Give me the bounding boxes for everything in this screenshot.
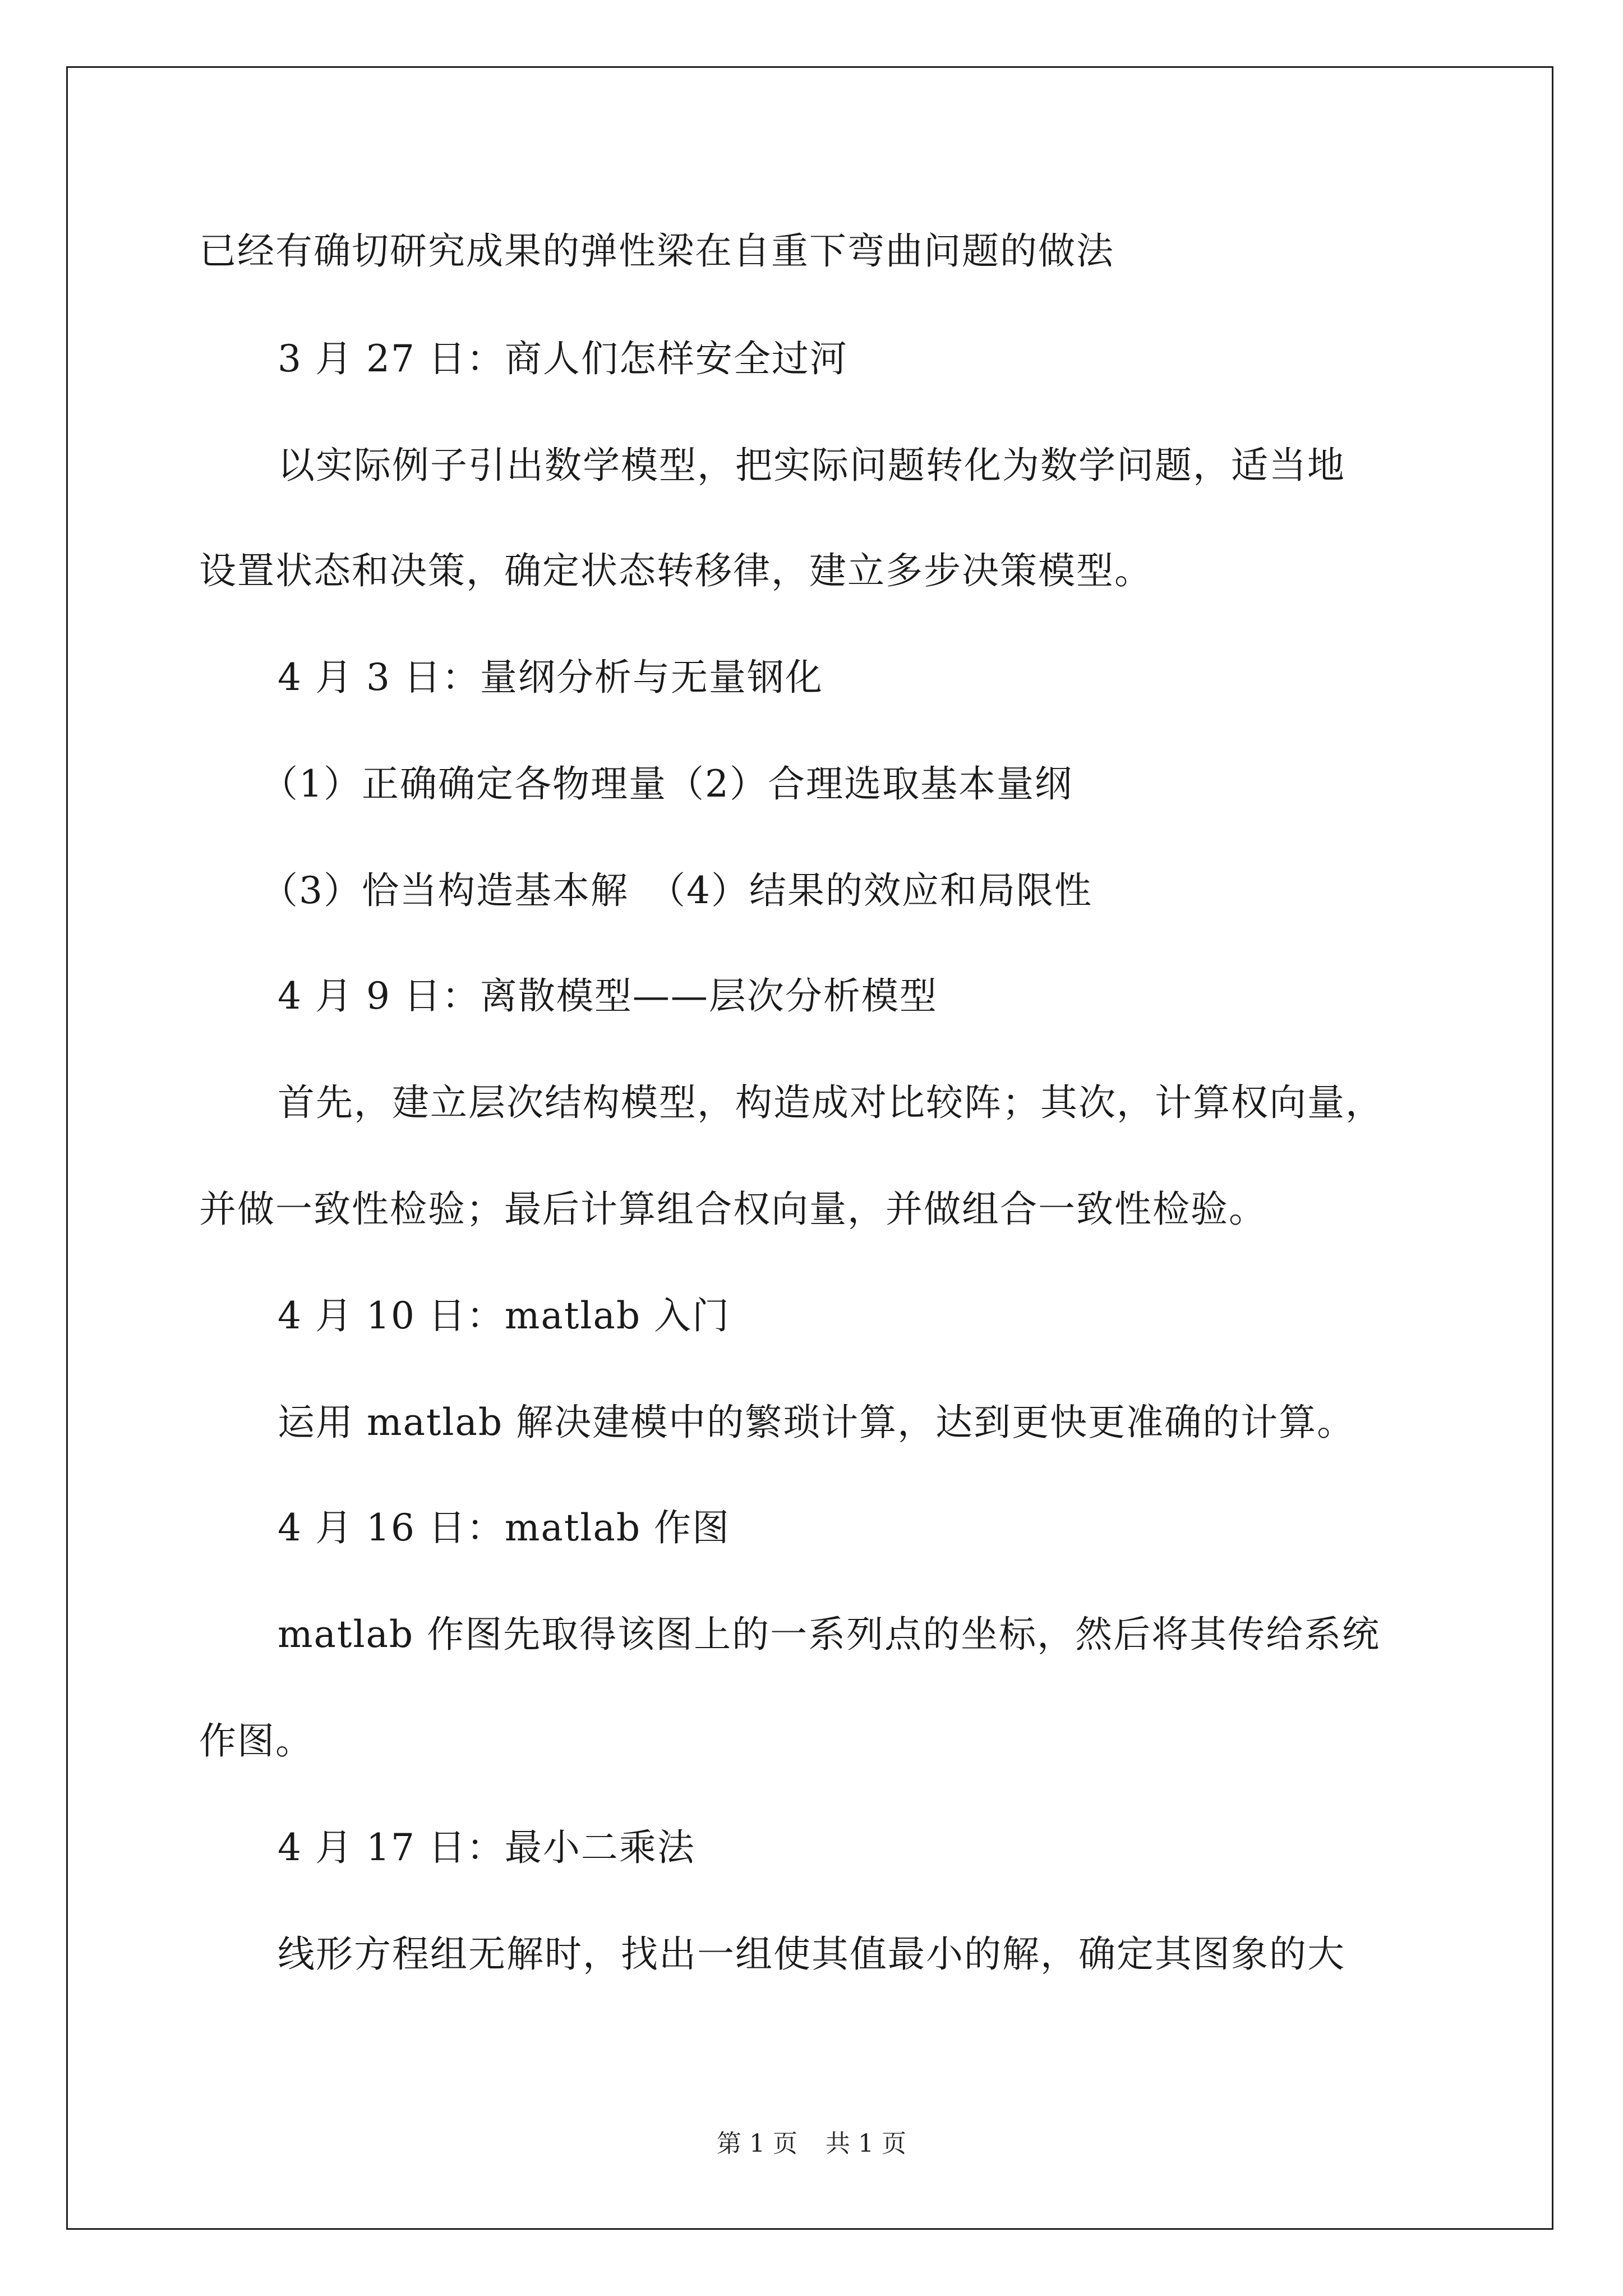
page-footer — [0, 2129, 1623, 2158]
section-heading: 4 月 17 日：最小二乘法 — [278, 1826, 695, 1869]
page-border — [66, 66, 1553, 2230]
text-line: （3）恰当构造基本解 （4）结果的效应和局限性 — [261, 869, 1092, 912]
text-line: matlab 作图先取得该图上的一系列点的坐标，然后将其传给系统 — [278, 1613, 1381, 1656]
text-line: 首先，建立层次结构模型，构造成对比较阵；其次，计算权向量， — [278, 1081, 1384, 1124]
section-heading: 4 月 9 日：离散模型——层次分析模型 — [278, 974, 938, 1018]
text-line: 作图。 — [199, 1719, 313, 1763]
text-line: 运用 matlab 解决建模中的繁琐计算，达到更快更准确的计算。 — [278, 1401, 1355, 1444]
text-line: （1）正确确定各物理量（2）合理选取基本量纲 — [261, 762, 1073, 806]
section-heading: 4 月 3 日：量纲分析与无量钢化 — [278, 656, 823, 699]
page-total: 共 1 页 — [826, 2129, 906, 2158]
section-heading: 4 月 16 日：matlab 作图 — [278, 1506, 731, 1549]
text-line: 以实际例子引出数学模型，把实际问题转化为数学问题，适当地 — [278, 444, 1345, 487]
text-line: 已经有确切研究成果的弹性梁在自重下弯曲问题的做法 — [199, 229, 1114, 273]
section-heading: 4 月 10 日：matlab 入门 — [278, 1294, 731, 1337]
text-line: 设置状态和决策，确定状态转移律，建立多步决策模型。 — [199, 549, 1152, 592]
text-line: 并做一致性检验；最后计算组合权向量，并做组合一致性检验。 — [199, 1188, 1267, 1231]
page-number: 第 1 页 — [717, 2129, 797, 2158]
section-heading: 3 月 27 日：商人们怎样安全过河 — [278, 337, 848, 380]
text-line: 线形方程组无解时，找出一组使其值最小的解，确定其图象的大 — [278, 1932, 1345, 1976]
